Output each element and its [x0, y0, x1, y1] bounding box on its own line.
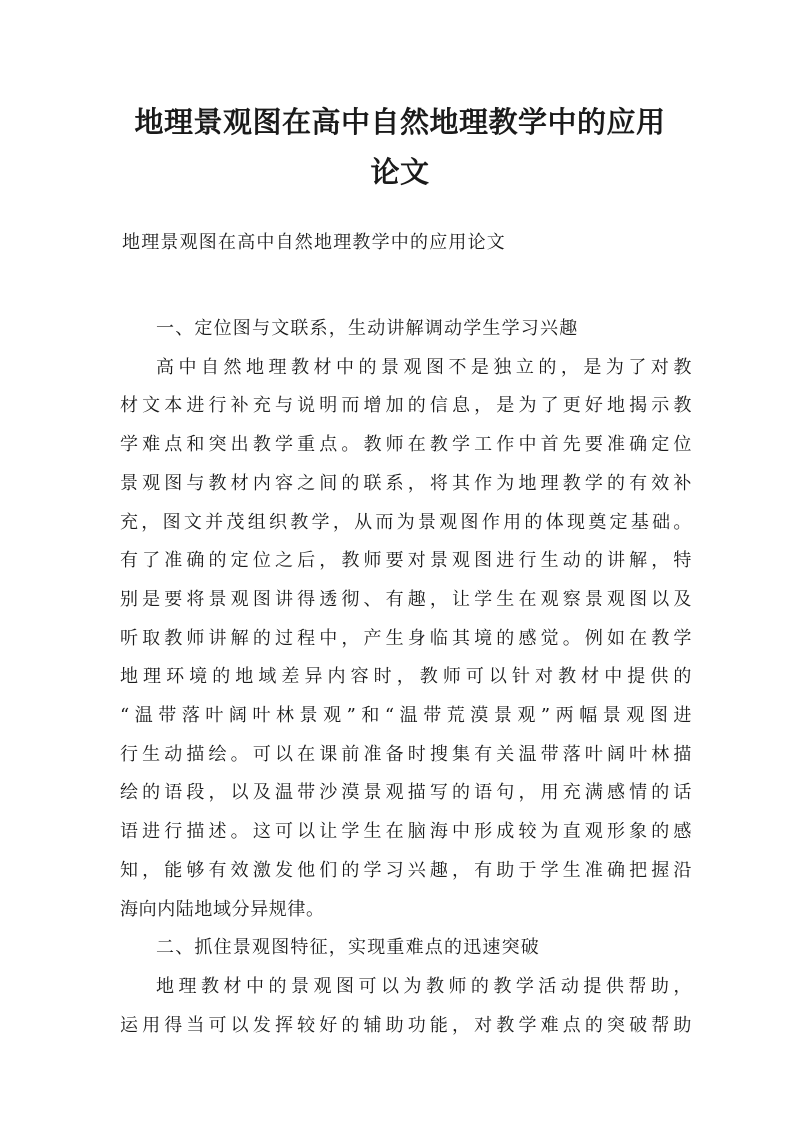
paragraph-line: 语进行描述。这可以让学生在脑海中形成较为直观形象的感: [120, 821, 692, 843]
section-heading-1: 一、定位图与文联系，生动讲解调动学生学习兴趣: [156, 318, 579, 339]
document-body: [120, 310, 692, 1045]
paragraph-line: 知，能够有效激发他们的学习兴趣，有助于学生准确把握沿: [120, 859, 692, 881]
title-line-2: 论文: [370, 155, 430, 189]
paragraph-line: 行生动描绘。可以在课前准备时搜集有关温带落叶阔叶林描: [120, 743, 692, 765]
document-subtitle: 地理景观图在高中自然地理教学中的应用论文: [122, 232, 506, 253]
paragraph-line: 材文本进行补充与说明而增加的信息，是为了更好地揭示教: [120, 395, 692, 417]
paragraph-line: 地理教材中的景观图可以为教师的教学活动提供帮助，: [156, 975, 692, 997]
paragraph-line: 有了准确的定位之后，教师要对景观图进行生动的讲解，特: [120, 550, 692, 572]
paragraph-2: [120, 968, 692, 1045]
paragraph-line: 别是要将景观图讲得透彻、有趣，让学生在观察景观图以及: [120, 588, 692, 610]
section-heading-2: 二、抓住景观图特征，实现重难点的迅速突破: [156, 937, 540, 959]
paragraph-line: 运用得当可以发挥较好的辅助功能，对教学难点的突破帮助: [120, 1014, 692, 1036]
document-title: [100, 97, 700, 197]
paragraph-line: “温带落叶阔叶林景观”和“温带荒漠景观”两幅景观图进: [120, 705, 692, 727]
paragraph-line: 地理环境的地域差异内容时，教师可以针对教材中提供的: [120, 666, 692, 688]
paragraph-line: 绘的语段，以及温带沙漠景观描写的语句，用充满感情的话: [120, 782, 692, 804]
paragraph-line: 海向内陆地域分异规律。: [120, 898, 325, 920]
title-line-1: 地理景观图在高中自然地理教学中的应用: [134, 105, 666, 139]
paragraph-line: 学难点和突出教学重点。教师在教学工作中首先要准确定位: [120, 434, 692, 456]
paragraph-line: 充，图文并茂组织教学，从而为景观图作用的体现奠定基础。: [120, 511, 692, 533]
paragraph-line: 高中自然地理教材中的景观图不是独立的，是为了对教: [156, 356, 692, 378]
paragraph-line: 听取教师讲解的过程中，产生身临其境的感觉。例如在教学: [120, 627, 692, 649]
paragraph-1: [120, 349, 692, 930]
paragraph-line: 景观图与教材内容之间的联系，将其作为地理教学的有效补: [120, 472, 692, 494]
